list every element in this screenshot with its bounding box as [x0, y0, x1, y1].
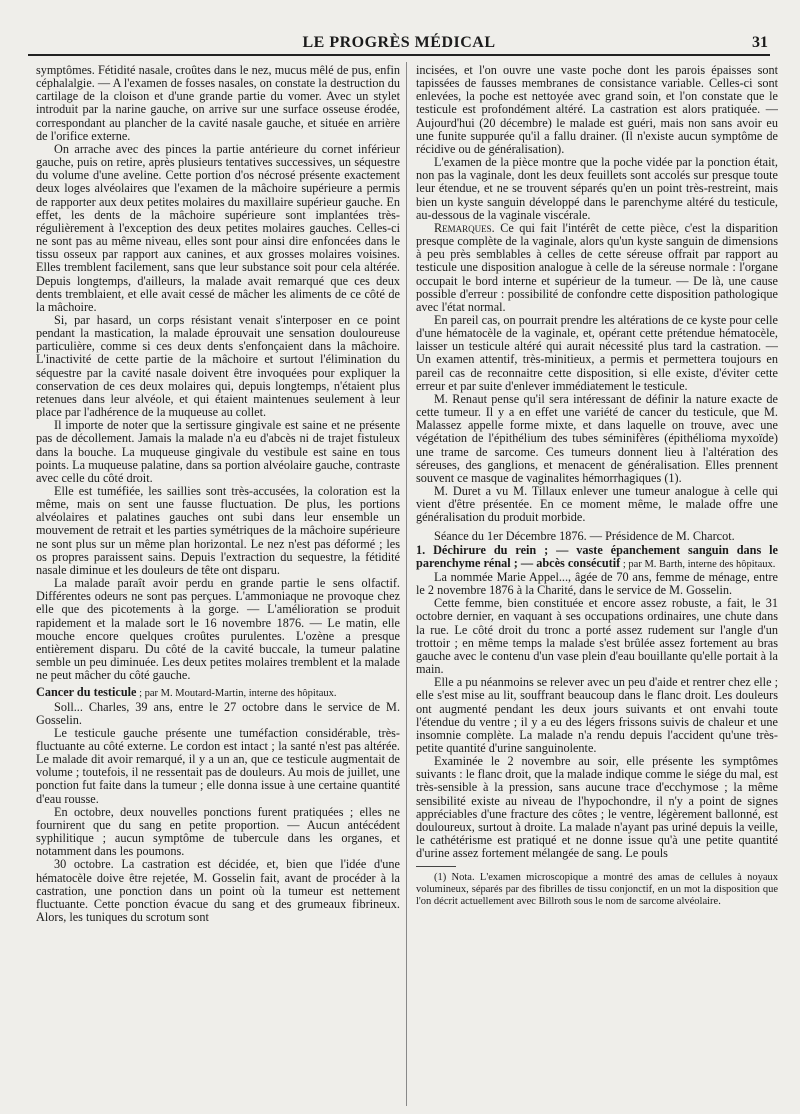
- column-divider: [406, 62, 407, 1106]
- paragraph: Elle est tuméfiée, les saillies sont très-accusées, la coloration est la même, mais on sent une fausse fluctuation. De plus, les portions alvéolaires et palatines gauches ont subi dans leur ensemble un mouvement de retrait et les parties symétriques de la mâchoire supérieure ne sont plus sur un même plan horizontal. Le nez n'est pas déformé ; les os propres paraissent sains. Depuis l'extraction du sequestre, la fétidité nasale diminue et les douleurs de tête ont disparu.: [36, 484, 400, 577]
- article-heading-bold: Cancer du testicule: [36, 685, 137, 700]
- paragraph: Soll... Charles, 39 ans, entre le 27 octobre dans le service de M. Gosselin.: [36, 699, 400, 727]
- paragraph: incisées, et l'on ouvre une vaste poche dont les parois épaisses sont tapissées de fausses membranes de consistance variable. Celles-ci sont enlevées, la poche est nettoyée avec grand soin, et l'on constate que le testicule est profondément altéré. La castration est alors pratiquée. — Aujourd'hui (20 décembre) le malade est guéri, mais non sans avoir eu une funite suppurée qu'il a fallu drainer. (Il n'existe aucun symptôme de récidive ou de généralisation).: [416, 64, 778, 156]
- paragraph: Examinée le 2 novembre au soir, elle présente les symptômes suivants : le flanc droit, que la malade indique comme le siége du mal, est très-sensible à la pression, sans aucune trace d'ecchymose ; la même sensibilité existe au niveau de l'hypochondre, il n'y a point de signes appréciables d'une fracture des côtes ; le ventre, légèrement ballonné, est douloureux, surtout à droite. La malade n'ayant pas uriné depuis la veille, le cathétérisme est pratiqué et ne donne issue qu'à une petite quantité d'urine assez fortement mélangée de sang. Le pouls: [416, 754, 778, 861]
- paragraph: symptômes. Fétidité nasale, croûtes dans le nez, mucus mêlé de pus, enfin céphalalgie. — A l'examen de fosses nasales, on constate la destruction du cartilage de la cloison et d'une grande partie du vomer. Avec un stylet introduit par la narine gauche, on arrive sur une surface osseuse érodée, correspondant au plancher de la cavité nasale gauche, et située en arrière de l'orifice externe.: [36, 64, 400, 143]
- article-heading-bold: 1. Déchirure du rein ; — vaste épanchement sanguin dans le parenchyme rénal ; — abcès consécutif: [416, 542, 778, 570]
- session-heading: Séance du 1er Décembre 1876. — Présidence de M. Charcot.: [434, 529, 735, 544]
- article-heading: [36, 686, 400, 700]
- left-column: [36, 64, 400, 1110]
- paragraph: L'examen de la pièce montre que la poche vidée par la ponction était, non pas la vaginale, dont les deux feuillets sont accolés sur presque toute leur étendue, et ne se trouvent séparés qu'en un point très-restreint, mais bien un kyste sanguin développé dans le parenchyme altéré du testicule, au-dessous de la vaginale viscérale.: [416, 155, 778, 222]
- remarks-label: Remarques.: [434, 220, 495, 235]
- footnote: (1) Nota. L'examen microscopique a montré des amas de cellules à noyaux volumineux, séparés par des fibrilles de tissu conjonctif, en un mot la disposition que l'on décrit actuellement avec Billroth sous le nom de sarcome alvéolaire.: [416, 872, 778, 908]
- paragraph: Il importe de noter que la sertissure gingivale est saine et ne présente pas de décollement. Jamais la malade n'a eu d'abcès ni de trajet fistuleux dans la bouche. La muqueuse gingivale du vestibule est saine en tous points. La muqueuse palatine, dans sa portion alvéolaire gauche, contraste avec celle du côté droit.: [36, 418, 400, 485]
- paragraph: M. Renaut pense qu'il sera intéressant de définir la nature exacte de cette tumeur. Il y a en effet une variété de cancer du testicule, que M. Malassez appelle forme mixte, et dans laquelle on trouve, avec une végétation de l'épithélium des tubes séminifères (épithélioma myxoïde) une trame de sarcome. Ces tumeurs donnent lieu à l'altération des séreuses, des ganglions, et menacent de généralisation. Elles prennent souvent ce masque de vaginalites hémorrhagiques (1).: [416, 391, 778, 485]
- paragraph: Si, par hasard, un corps résistant venait s'interposer en ce point pendant la mastication, la malade éprouvait une sensation douloureuse particulière, comme si ces deux dents s'enfonçaient dans la mâchoire. L'inactivité de cette partie de la mâchoire et surtout l'élimination du séquestre par la cavité nasale doivent être invoquées pour expliquer la conservation de ces deux molaires qui, depuis longtemps, n'étaient plus retenues dans leur alvéole, et qui étaient maintenues seulement à leur place par l'adhérence de la muqueuse au collet.: [36, 312, 400, 420]
- paragraph: Elle a pu néanmoins se relever avec un peu d'aide et rentrer chez elle ; elle s'est mise au lit, souffrant beaucoup dans le flanc droit. Les douleurs ont augmenté pendant les deux jours suivants et ont envahi toute l'étendue du ventre ; il y a eu des légers frissons suivis de chaleur et une insomnie complète. La malade n'a rendu depuis l'accident qu'une très-petite quantité d'urine sanguinolente.: [416, 675, 778, 755]
- paragraph: Cette femme, bien constituée et encore assez robuste, a fait, le 31 octobre dernier, en vaquant à ses occupations ordinaires, une chute dans la rue. Le côté droit du tronc a porté assez rudement sur l'angle d'un trottoir ; en même temps la malade s'est brûlée assez fortement au bras gauche avec le contenu d'un vase plein d'eau bouillante qu'elle portait à la main.: [416, 596, 778, 677]
- remarks-text: Ce qui fait l'intérêt de cette pièce, c'est la disparition presque complète de la vaginale, alors qu'un kyste sanguin de dimensions à peu près semblables à celles de cette séreuse offrait par rapport au testicule une disposition analogue à celle de la séreuse normale : l'organe occupait le bord interne et supérieur de la tumeur. — De là, une cause possible d'erreur : possibilité de confondre cette disposition pathologique avec l'état normal.: [416, 220, 778, 314]
- paragraph: La malade paraît avoir perdu en grande partie le sens olfactif. Différentes odeurs ne sont pas perçues. L'ammoniaque ne provoque chez elle que des picotements à la gorge. — L'amélioration se produit rapidement et la malade sort le 16 novembre 1876. — Le matin, elle mouche encore quelques croûtes purulentes. L'ozène a presque entièrement disparu. Du côté de la cavité buccale, la tumeur palatine semble un peu diminuée. Les deux petites molaires tremblent et la malade ne peut mâcher du côté gauche.: [36, 576, 400, 683]
- paragraph: En pareil cas, on pourrait prendre les altérations de ce kyste pour celle d'une hématocèle de la vaginale, et, opérant cette prétendue hématocèle, laisser un testicule altéré qui aurait nécessité plus tard la castration. — Un examen attentif, très-minitieux, a permis et permettera toujours en pareil cas de reconnaitre cette disposition, si elle existe, d'éviter cette erreur et par suite d'enlever immédiatement le testicule.: [416, 312, 778, 393]
- right-column: [416, 64, 778, 1110]
- article-heading: [416, 544, 778, 571]
- page-number: 31: [752, 34, 768, 51]
- article-heading-author: ; par M. Barth, interne des hôpitaux.: [620, 558, 776, 570]
- journal-title: LE PROGRÈS MÉDICAL: [302, 34, 496, 51]
- paragraph: En octobre, deux nouvelles ponctions furent pratiquées ; elles ne fournirent que du sang en petite proportion. — Aucun antécédent syphilitique ; aucun symptôme de tubercule dans les organes, et notamment dans les poumons.: [36, 804, 400, 859]
- footnote-rule: [416, 866, 456, 867]
- paragraph: Le testicule gauche présente une tuméfaction considérable, très-fluctuante au côté externe. Le cordon est intact ; la santé n'est pas altérée. Le malade dit avoir remarqué, il y a un an, que ce testicule augmentait de volume ; toutefois, il ne ressentait pas de douleurs. Au mois de juillet, une ponction fut faite dans la tumeur ; elle donna issue à une certaine quantité d'eau rousse.: [36, 725, 400, 806]
- page-header: [28, 30, 770, 56]
- paragraph: [416, 222, 778, 314]
- article-heading-author: ; par M. Moutard-Martin, interne des hôpitaux.: [136, 688, 337, 700]
- paragraph: M. Duret a vu M. Tillaux enlever une tumeur analogue à celle qui vient d'être présentée. En ce moment même, le malade offre une généralisation du produit morbide.: [416, 484, 778, 525]
- paragraph: 30 octobre. La castration est décidée, et, bien que l'idée d'une hématocèle doive être rejetée, M. Gosselin fait, avant de procéder à la castration, une ponction dans un point où la tumeur est nettement fluctuante. Cette ponction évacue du sang et des grumeaux fibrineux. Alors, les tuniques du scrotum sont: [36, 857, 400, 924]
- paragraph: On arrache avec des pinces la partie antérieure du cornet inférieur gauche, puis on retire, après plusieurs tentatives successives, un séquestre du volume d'une aveline. Cette portion d'os nécrosé présente exactement deux loges alvéolaires que l'examen de la mâchoire supérieure a permis de rapporter aux deux petites molaires du maxillaire supérieur gauche. En effet, les dents de la mâchoire supérieure sont implantées très-régulièrement à l'exception des deux petites molaires gauches. Celles-ci ne sont pas au même niveau, elles sont pour ainsi dire enfoncées dans le tissu osseux par rapport aux canines, et aux grosses molaires voisines. Elles tremblent facilement, sans que leur substance soit pour cela altérée. Depuis longtemps, d'ailleurs, la malade avait remarqué que ces deux dents tremblaient, et elle avait cessé de mâcher les aliments de ce côté de la mâchoire.: [36, 141, 400, 314]
- paragraph: La nommée Marie Appel..., âgée de 70 ans, femme de ménage, entre le 2 novembre 1876 à la Charité, dans le service de M. Gosselin.: [416, 569, 778, 598]
